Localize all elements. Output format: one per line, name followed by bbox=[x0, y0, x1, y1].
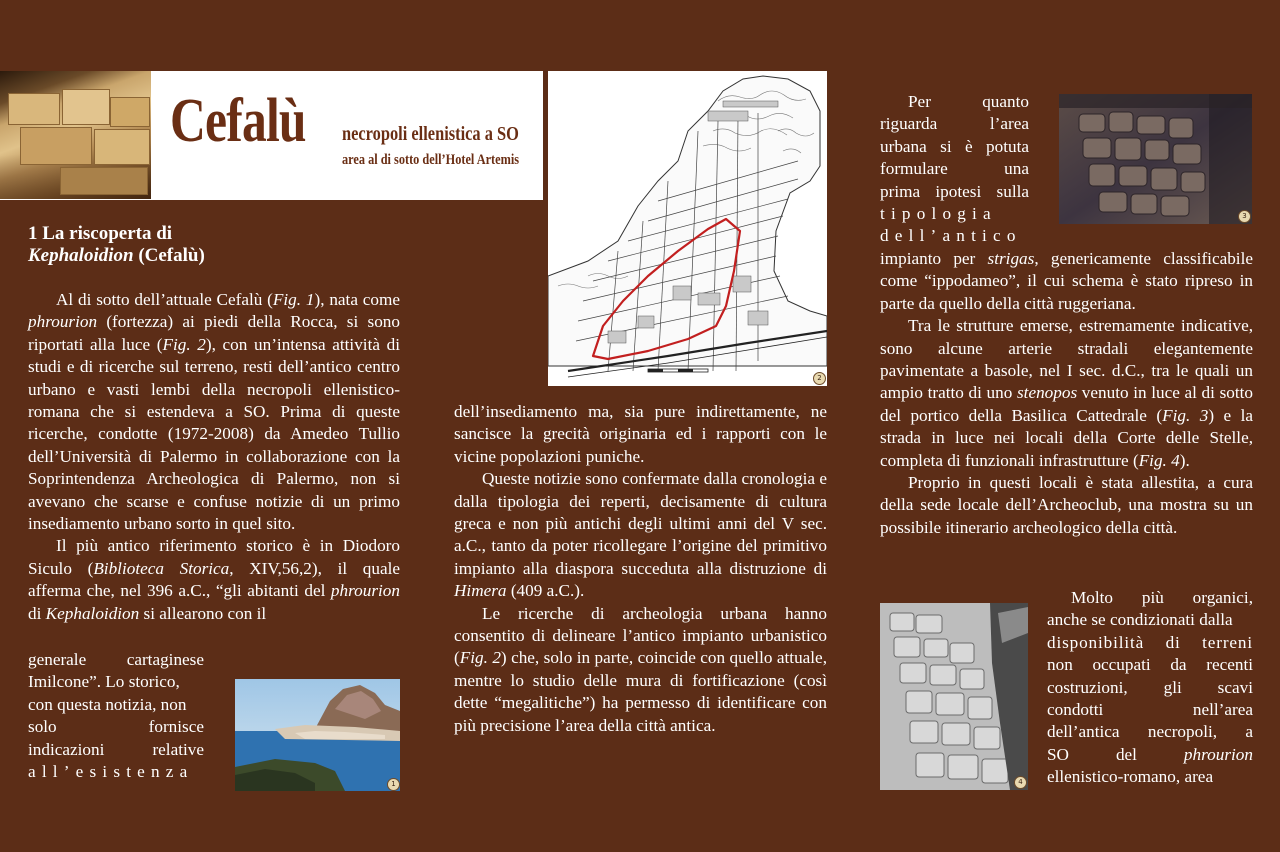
fig-3-photo-paved-street bbox=[1059, 94, 1252, 224]
section-heading-line1: 1 La riscoperta di bbox=[28, 223, 173, 244]
page-subtitle: necropoli ellenistica a SO bbox=[342, 123, 519, 145]
paragraph: Al di sotto dell’attuale Cefalù (Fig. 1), nata come phrourion (fortezza) ai piedi della Rocca, si sono riportati alla luce (Fig. 2), con un’intensa attività di studi e di ricerche sul terreno, resti dell’antico centro urbano e vasti lembi della necropoli ellenistico-romana che si estendeva a SO. Prima di queste ricerche, condotte (1972-2008) da Amedeo Tullio dell’Università di Palermo in collaborazione con la Soprintendenza Archeologica di Palermo, non si avevano che scarse e confuse notizie di un primo insediamento urbano sorto in quel sito. bbox=[28, 290, 400, 534]
paragraph: Proprio in questi locali è stata allestita, a cura della sede locale dell’Archeoclub, una mostra su un possibile itinerario archeologico della città. bbox=[880, 473, 1253, 537]
column-1-wrap-text: generale cartaginese Imilcone”. Lo storico, con questa notizia, non solo fornisce indicazioni relative all’esistenza bbox=[28, 650, 204, 782]
paragraph: Il più antico riferimento storico è in Diodoro Siculo (Biblioteca Storica, XIV,56,2), il quale afferma che, nel 396 a.C., “gli abitanti del phrourion di Kephaloidion si allearono con il bbox=[28, 536, 400, 623]
page-title: Cefalù bbox=[170, 87, 306, 155]
figure-number-badge: 2 bbox=[813, 372, 826, 385]
section-heading-line2: Kephaloidion (Cefalù) bbox=[28, 245, 205, 266]
paragraph: dell’insediamento ma, sia pure indirettamente, ne sancisce la grecità originaria ed i rapporti con le vicine popolazioni puniche. bbox=[454, 402, 827, 466]
paragraph: impianto per strigas, genericamente classificabile come “ippodameo”, il cui schema è stato ripreso in parte da quello della città ruggeriana. bbox=[880, 249, 1253, 313]
column-3-wrap-text: Per quanto riguarda l’area urbana si è potuta formulare una prima ipotesi sulla tipologia dell’antico bbox=[880, 92, 1029, 246]
column-1-text bbox=[28, 289, 400, 625]
figure-number-badge: 1 bbox=[387, 778, 400, 791]
figure-number-badge: 3 bbox=[1238, 210, 1251, 223]
paragraph: Queste notizie sono confermate dalla cronologia e dalla tipologia dei reperti, decisamente di cultura greca e non più antichi degli ultimi anni del V sec. a.C., tanto da poter ricollegare l’origine del primitivo impianto alla diaspora succeduta alla distruzione di Himera (409 a.C.). bbox=[454, 469, 827, 601]
column-2-text bbox=[454, 401, 827, 737]
fig-2-urban-plan-map bbox=[548, 71, 827, 386]
paragraph: Le ricerche di archeologia urbana hanno consentito di delineare l’antico impianto urbanistico (Fig. 2) che, solo in parte, coincide con quello attuale, mentre lo studio delle mura di fortificazione (così dette “megalitiche”) ha permesso di identificare con più precisione l’area della città antica. bbox=[454, 603, 827, 735]
page-subtitle-2: area al di sotto dell’Hotel Artemis bbox=[342, 152, 520, 168]
fig-4-photo-paved-road bbox=[880, 603, 1028, 790]
column-3-text bbox=[880, 248, 1253, 539]
paragraph: Tra le strutture emerse, estremamente indicative, sono alcune arterie stradali elegantemente pavimentate a basole, nel I sec. d.C., tra le quali un ampio tratto di uno stenopos venuto in luce al di sotto del portico della Basilica Cattedrale (Fig. 3) e la strada in luce nei locali della Corte delle Stelle, completa di funzionali infrastrutture (Fig. 4). bbox=[880, 316, 1253, 470]
banner-photo-megalithic-walls bbox=[0, 71, 151, 199]
fig-1-photo-cefalu-coast bbox=[235, 679, 400, 791]
column-3-wrap2-text: Molto più organici, anche se condizionati dalla disponibilità di terreni non occupati da recenti costruzioni, gli scavi condotti nell’area dell’antica necropoli, a SO del phrourion ellenistico-romano, area bbox=[1047, 588, 1253, 787]
figure-number-badge: 4 bbox=[1014, 776, 1027, 789]
section-heading bbox=[28, 223, 408, 267]
